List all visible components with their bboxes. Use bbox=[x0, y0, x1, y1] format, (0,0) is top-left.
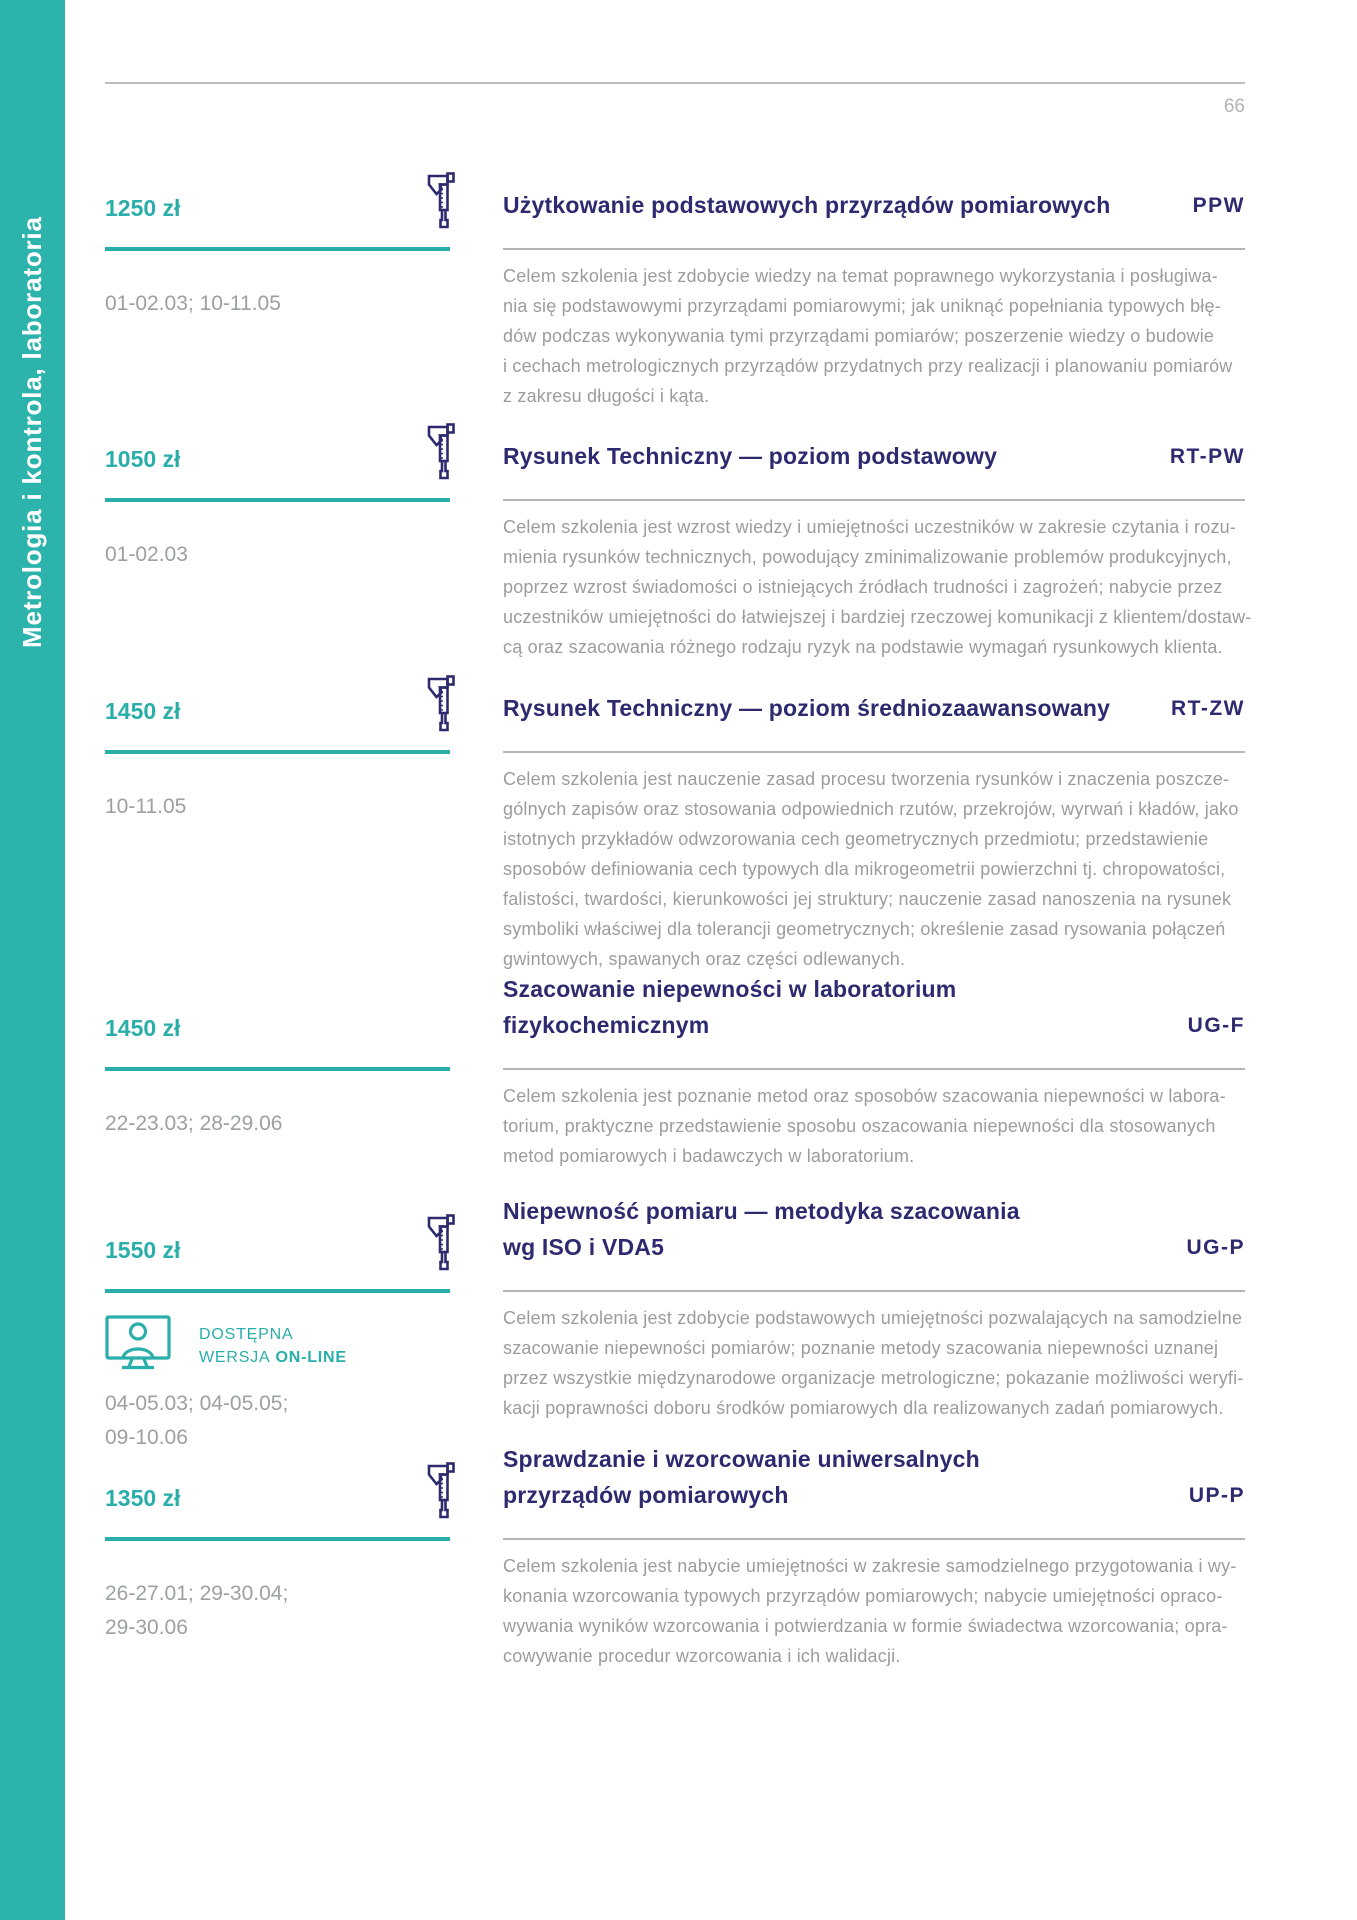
course-body bbox=[105, 1541, 1245, 1671]
title-underline bbox=[503, 1538, 1245, 1540]
online-badge-line2-bold: ON-LINE bbox=[275, 1349, 347, 1366]
course-price: 1550 zł bbox=[105, 1237, 181, 1263]
dates-column bbox=[105, 1293, 450, 1455]
description-line: i cechach metrologicznych przyrządów przydatnych przy realizacji i planowaniu pomiarów bbox=[503, 356, 1233, 376]
course-header bbox=[105, 690, 1245, 726]
header-divider bbox=[105, 82, 1245, 84]
online-badge-line1: DOSTĘPNA bbox=[199, 1326, 294, 1343]
category-label: Metrologia i kontrola, laboratoria bbox=[17, 216, 47, 648]
course-title-line: Szacowanie niepewności w laboratorium bbox=[503, 976, 957, 1002]
course-entry bbox=[105, 187, 1245, 411]
course-entry bbox=[105, 1441, 1245, 1671]
course-title-line: fizykochemicznym bbox=[503, 1012, 710, 1038]
title-row bbox=[503, 438, 1245, 474]
caliper-icon bbox=[426, 1214, 456, 1272]
online-monitor-icon bbox=[105, 1315, 179, 1377]
course-price: 1250 zł bbox=[105, 195, 181, 221]
course-date-line: 22-23.03; 28-29.06 bbox=[105, 1112, 283, 1135]
course-title bbox=[503, 971, 956, 1043]
price-column bbox=[105, 444, 450, 474]
course-title-line: Rysunek Techniczny — poziom podstawowy bbox=[503, 443, 998, 469]
title-underline bbox=[503, 751, 1245, 753]
title-underline bbox=[503, 248, 1245, 250]
course-date-line: 09-10.06 bbox=[105, 1426, 188, 1449]
course-price: 1050 zł bbox=[105, 446, 181, 472]
price-column bbox=[105, 1483, 450, 1513]
course-title-line: Sprawdzanie i wzorcowanie uniwersalnych bbox=[503, 1446, 980, 1472]
title-underline bbox=[503, 499, 1245, 501]
description-line: Celem szkolenia jest wzrost wiedzy i umiejętności uczestników w zakresie czytania i rozu- bbox=[503, 517, 1237, 537]
title-row bbox=[503, 690, 1245, 726]
dates-column bbox=[105, 1541, 450, 1645]
course-code: RT-ZW bbox=[1171, 697, 1245, 720]
course-dates bbox=[105, 1107, 450, 1141]
online-badge bbox=[105, 1315, 450, 1377]
course-entry bbox=[105, 971, 1245, 1171]
title-underline bbox=[503, 1068, 1245, 1070]
title-row bbox=[503, 187, 1245, 223]
description-line: kacji poprawności doboru środków pomiarowych dla realizowanych zadań pomiarowych. bbox=[503, 1398, 1224, 1418]
description-line: Celem szkolenia jest zdobycie wiedzy na temat poprawnego wykorzystania i posługiwa- bbox=[503, 266, 1218, 286]
course-title-line: wg ISO i VDA5 bbox=[503, 1234, 665, 1260]
title-row bbox=[503, 971, 1245, 1043]
price-column bbox=[105, 696, 450, 726]
course-code: UG-P bbox=[1186, 1236, 1245, 1259]
description-line: falistości, twardości, kierunkowości jej struktury; nauczenie zasad nanoszenia na rysunek bbox=[503, 889, 1232, 909]
course-entry bbox=[105, 1193, 1245, 1455]
description-line: poprzez wzrost świadomości o istniejących źródłach trudności i zagrożeń; nabycie przez bbox=[503, 577, 1223, 597]
course-title-line: Użytkowanie podstawowych przyrządów pomiarowych bbox=[503, 192, 1111, 218]
online-badge-line2 bbox=[199, 1346, 347, 1369]
course-entry bbox=[105, 438, 1252, 662]
course-date-line: 26-27.01; 29-30.04; bbox=[105, 1582, 289, 1605]
price-column bbox=[105, 1013, 450, 1043]
course-date-line: 29-30.06 bbox=[105, 1616, 188, 1639]
course-date-line: 01-02.03 bbox=[105, 543, 188, 566]
course-dates bbox=[105, 287, 450, 321]
course-price: 1450 zł bbox=[105, 1015, 181, 1041]
course-dates bbox=[105, 538, 450, 572]
description-line: cowywanie procedur wzorcowania i ich walidacji. bbox=[503, 1646, 901, 1666]
caliper-icon bbox=[426, 1462, 456, 1520]
course-entry bbox=[105, 690, 1245, 974]
page-number: 66 bbox=[1223, 96, 1245, 117]
course-description bbox=[503, 261, 1245, 411]
course-dates bbox=[105, 1577, 450, 1645]
description-line: gwintowych, spawanych oraz części odlewanych. bbox=[503, 949, 906, 969]
description-line: mienia rysunków technicznych, powodujący zminimalizowanie problemów produkcyjnych, bbox=[503, 547, 1232, 567]
description-line: istotnych przykładów odwzorowania cech geometrycznych przedmiotu; przedstawienie bbox=[503, 829, 1209, 849]
price-column bbox=[105, 1235, 450, 1265]
description-line: szacowanie niepewności pomiarów; poznanie metody szacowania niepewności uznanej bbox=[503, 1338, 1219, 1358]
caliper-icon bbox=[426, 423, 456, 481]
description-line: przez wszystkie międzynarodowe organizacje metrologiczne; pokazanie możliwości weryfi- bbox=[503, 1368, 1244, 1388]
course-title-line: Niepewność pomiaru — metodyka szacowania bbox=[503, 1198, 1020, 1224]
course-body bbox=[105, 1293, 1245, 1455]
description-line: cą oraz szacowania różnego rodzaju ryzyk na podstawie wymagań rysunkowych klienta. bbox=[503, 637, 1223, 657]
course-body bbox=[105, 754, 1245, 974]
caliper-icon bbox=[426, 675, 456, 733]
course-title bbox=[503, 187, 1111, 223]
course-date-line: 10-11.05 bbox=[105, 795, 187, 818]
course-header bbox=[105, 187, 1245, 223]
category-sidebar bbox=[0, 0, 65, 1920]
course-body bbox=[105, 502, 1252, 662]
caliper-icon bbox=[426, 172, 456, 230]
course-code: UG-F bbox=[1187, 1014, 1245, 1037]
course-title bbox=[503, 1441, 980, 1513]
course-title bbox=[503, 690, 1110, 726]
description-line: torium, praktyczne przedstawienie sposobu oszacowania niepewności dla stosowanych bbox=[503, 1116, 1216, 1136]
course-description bbox=[503, 1551, 1245, 1671]
course-body bbox=[105, 1071, 1245, 1171]
description-line: Celem szkolenia jest nauczenie zasad procesu tworzenia rysunków i znaczenia poszcze- bbox=[503, 769, 1230, 789]
description-line: Celem szkolenia jest zdobycie podstawowych umiejętności pozwalających na samodzielne bbox=[503, 1308, 1243, 1328]
dates-column bbox=[105, 754, 450, 824]
course-description bbox=[503, 1081, 1245, 1171]
description-line: konania wzorcowania typowych przyrządów pomiarowych; nabycie umiejętności opraco- bbox=[503, 1586, 1223, 1606]
course-description bbox=[503, 1303, 1245, 1423]
description-line: dów podczas wykonywania tymi przyrządami pomiarów; poszerzenie wiedzy o budowie bbox=[503, 326, 1215, 346]
dates-column bbox=[105, 1071, 450, 1141]
course-dates bbox=[105, 790, 450, 824]
title-underline bbox=[503, 1290, 1245, 1292]
description-line: Celem szkolenia jest nabycie umiejętności w zakresie samodzielnego przygotowania i wy- bbox=[503, 1556, 1237, 1576]
course-header bbox=[105, 1441, 1245, 1513]
course-code: UP-P bbox=[1188, 1484, 1245, 1507]
course-description bbox=[503, 764, 1245, 974]
description-line: uczestników umiejętności do łatwiejszej i bardziej rzeczowej komunikacji z klientem/dostaw- bbox=[503, 607, 1252, 627]
course-title-line: Rysunek Techniczny — poziom średniozaawansowany bbox=[503, 695, 1111, 721]
description-line: nia się podstawowymi przyrządami pomiarowymi; jak uniknąć popełniania typowych błę- bbox=[503, 296, 1221, 316]
course-description bbox=[503, 512, 1252, 662]
price-column bbox=[105, 193, 450, 223]
course-price: 1350 zł bbox=[105, 1485, 181, 1511]
description-line: wywania wyników wzorcowania i potwierdzania w formie świadectwa wzorcowania; opra- bbox=[503, 1616, 1228, 1636]
description-line: Celem szkolenia jest poznanie metod oraz sposobów szacowania niepewności w labora- bbox=[503, 1086, 1226, 1106]
description-line: symboliki właściwej dla tolerancji geometrycznych; określenie zasad rysowania połączeń bbox=[503, 919, 1226, 939]
course-date-line: 04-05.03; 04-05.05; bbox=[105, 1392, 289, 1415]
description-line: gólnych zapisów oraz stosowania odpowiednich rzutów, przekrojów, wyrwań i kładów, jako bbox=[503, 799, 1239, 819]
description-line: z zakresu długości i kąta. bbox=[503, 386, 710, 406]
course-code: RT-PW bbox=[1169, 445, 1245, 468]
dates-column bbox=[105, 251, 450, 321]
course-code: PPW bbox=[1192, 194, 1245, 217]
dates-column bbox=[105, 502, 450, 572]
description-line: sposobów definiowania cech typowych dla mikrogeometrii powierzchni tj. chropowatości, bbox=[503, 859, 1226, 879]
course-price: 1450 zł bbox=[105, 698, 181, 724]
online-badge-text bbox=[199, 1323, 347, 1369]
course-title-line: przyrządów pomiarowych bbox=[503, 1482, 789, 1508]
course-header bbox=[105, 971, 1245, 1043]
course-body bbox=[105, 251, 1245, 411]
course-title bbox=[503, 438, 997, 474]
description-line: metod pomiarowych i badawczych w laboratorium. bbox=[503, 1146, 915, 1166]
course-header bbox=[105, 438, 1245, 474]
title-row bbox=[503, 1441, 1245, 1513]
course-date-line: 01-02.03; 10-11.05 bbox=[105, 292, 281, 315]
title-row bbox=[503, 1193, 1245, 1265]
course-title bbox=[503, 1193, 1020, 1265]
course-header bbox=[105, 1193, 1245, 1265]
online-badge-line2-prefix: WERSJA bbox=[199, 1349, 271, 1366]
